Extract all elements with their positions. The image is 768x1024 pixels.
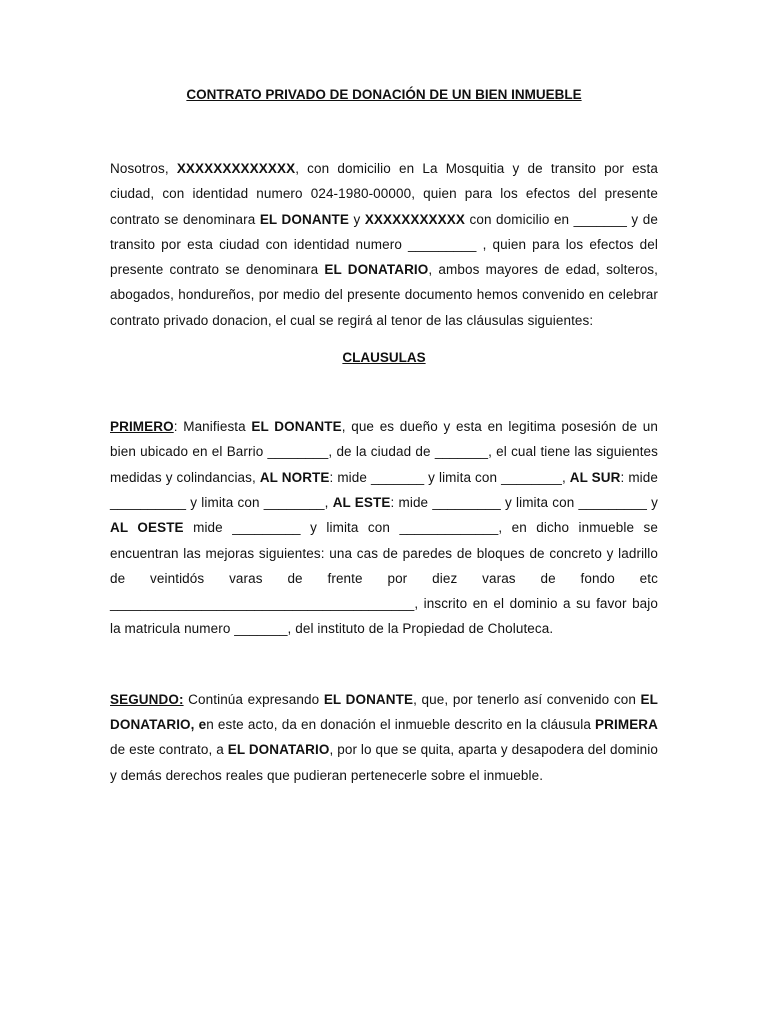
text-run: con domicilio en _______ y de transito por esta ciudad con identidad numero _________ , quien para los efectos del presente contrato se denominara: [110, 211, 658, 278]
bold-term: EL DONANTE: [251, 419, 342, 435]
clause-segundo: [110, 687, 658, 788]
bold-term: EL DONATARIO, e: [110, 691, 658, 733]
bold-term: EL DONATARIO: [227, 742, 330, 758]
bold-term: EL DONANTE: [323, 691, 414, 707]
text-run: , por lo que se quita, aparta y desapodera del dominio y demás derechos reales que pudieran pertenecerle sobre el inmueble.: [110, 742, 658, 783]
bold-term: AL OESTE: [110, 520, 184, 536]
text-run: Continúa expresando: [183, 691, 324, 707]
document-title: CONTRATO PRIVADO DE DONACIÓN DE UN BIEN INMUEBLE: [186, 87, 582, 102]
text-run: : Manifiesta: [173, 419, 252, 435]
bold-term: PRIMERA: [595, 717, 658, 733]
bold-term: EL DONATARIO: [324, 262, 429, 278]
text-run: , que, por tenerlo así convenido con: [413, 691, 641, 707]
text-run: , que es dueño y esta en legitima posesión de un bien ubicado en el Barrio ________, de la ciudad de _______, el cual tiene las siguientes medidas y colindancias,: [110, 419, 658, 485]
text-run: , ambos mayores de edad, solteros, abogados, hondureños, por medio del presente documento hemos convenido en celebrar contrato privado donacion, el cual se regirá al tenor de las cláusulas siguientes:: [110, 262, 659, 328]
clause-label: SEGUNDO:: [110, 691, 184, 707]
text-run: : mide _______ y limita con ________,: [329, 469, 570, 485]
text-run: : mide __________ y limita con ________,: [110, 469, 658, 510]
text-run: : mide _________ y limita con _________ y: [390, 494, 659, 510]
clause-primero: [110, 414, 658, 642]
bold-term: AL SUR: [569, 469, 621, 485]
text-run: , con domicilio en La Mosquitia y de transito por esta ciudad, con identidad numero 024-1980-00000, quien para los efectos del presente contrato se denominara: [110, 161, 658, 227]
bold-term: EL DONANTE: [259, 211, 349, 227]
text-run: de este contrato, a: [110, 742, 228, 758]
text-run: n este acto, da en donación el inmueble descrito en la cláusula: [206, 717, 596, 733]
clause-label: PRIMERO: [110, 419, 174, 435]
text-run: Nosotros,: [110, 161, 177, 176]
bold-term: AL NORTE: [259, 469, 330, 485]
text-run: mide _________ y limita con _____________, en dicho inmueble se encuentran las mejoras siguientes: una cas de paredes de bloques de concreto y ladrillo de veintidós varas de frente por diez varas de fondo etc ________________________________________, inscrito en el dominio a su favor bajo la matricula numero _______, del instituto de la Propiedad de Choluteca.: [110, 520, 658, 637]
text-run: y: [348, 211, 365, 227]
bold-term: XXXXXXXXXXXXX: [176, 161, 296, 176]
bold-term: AL ESTE: [332, 494, 391, 510]
intro-paragraph: [110, 156, 658, 333]
clausulas-heading: CLAUSULAS: [342, 350, 426, 366]
bold-term: XXXXXXXXXXX: [364, 211, 465, 227]
